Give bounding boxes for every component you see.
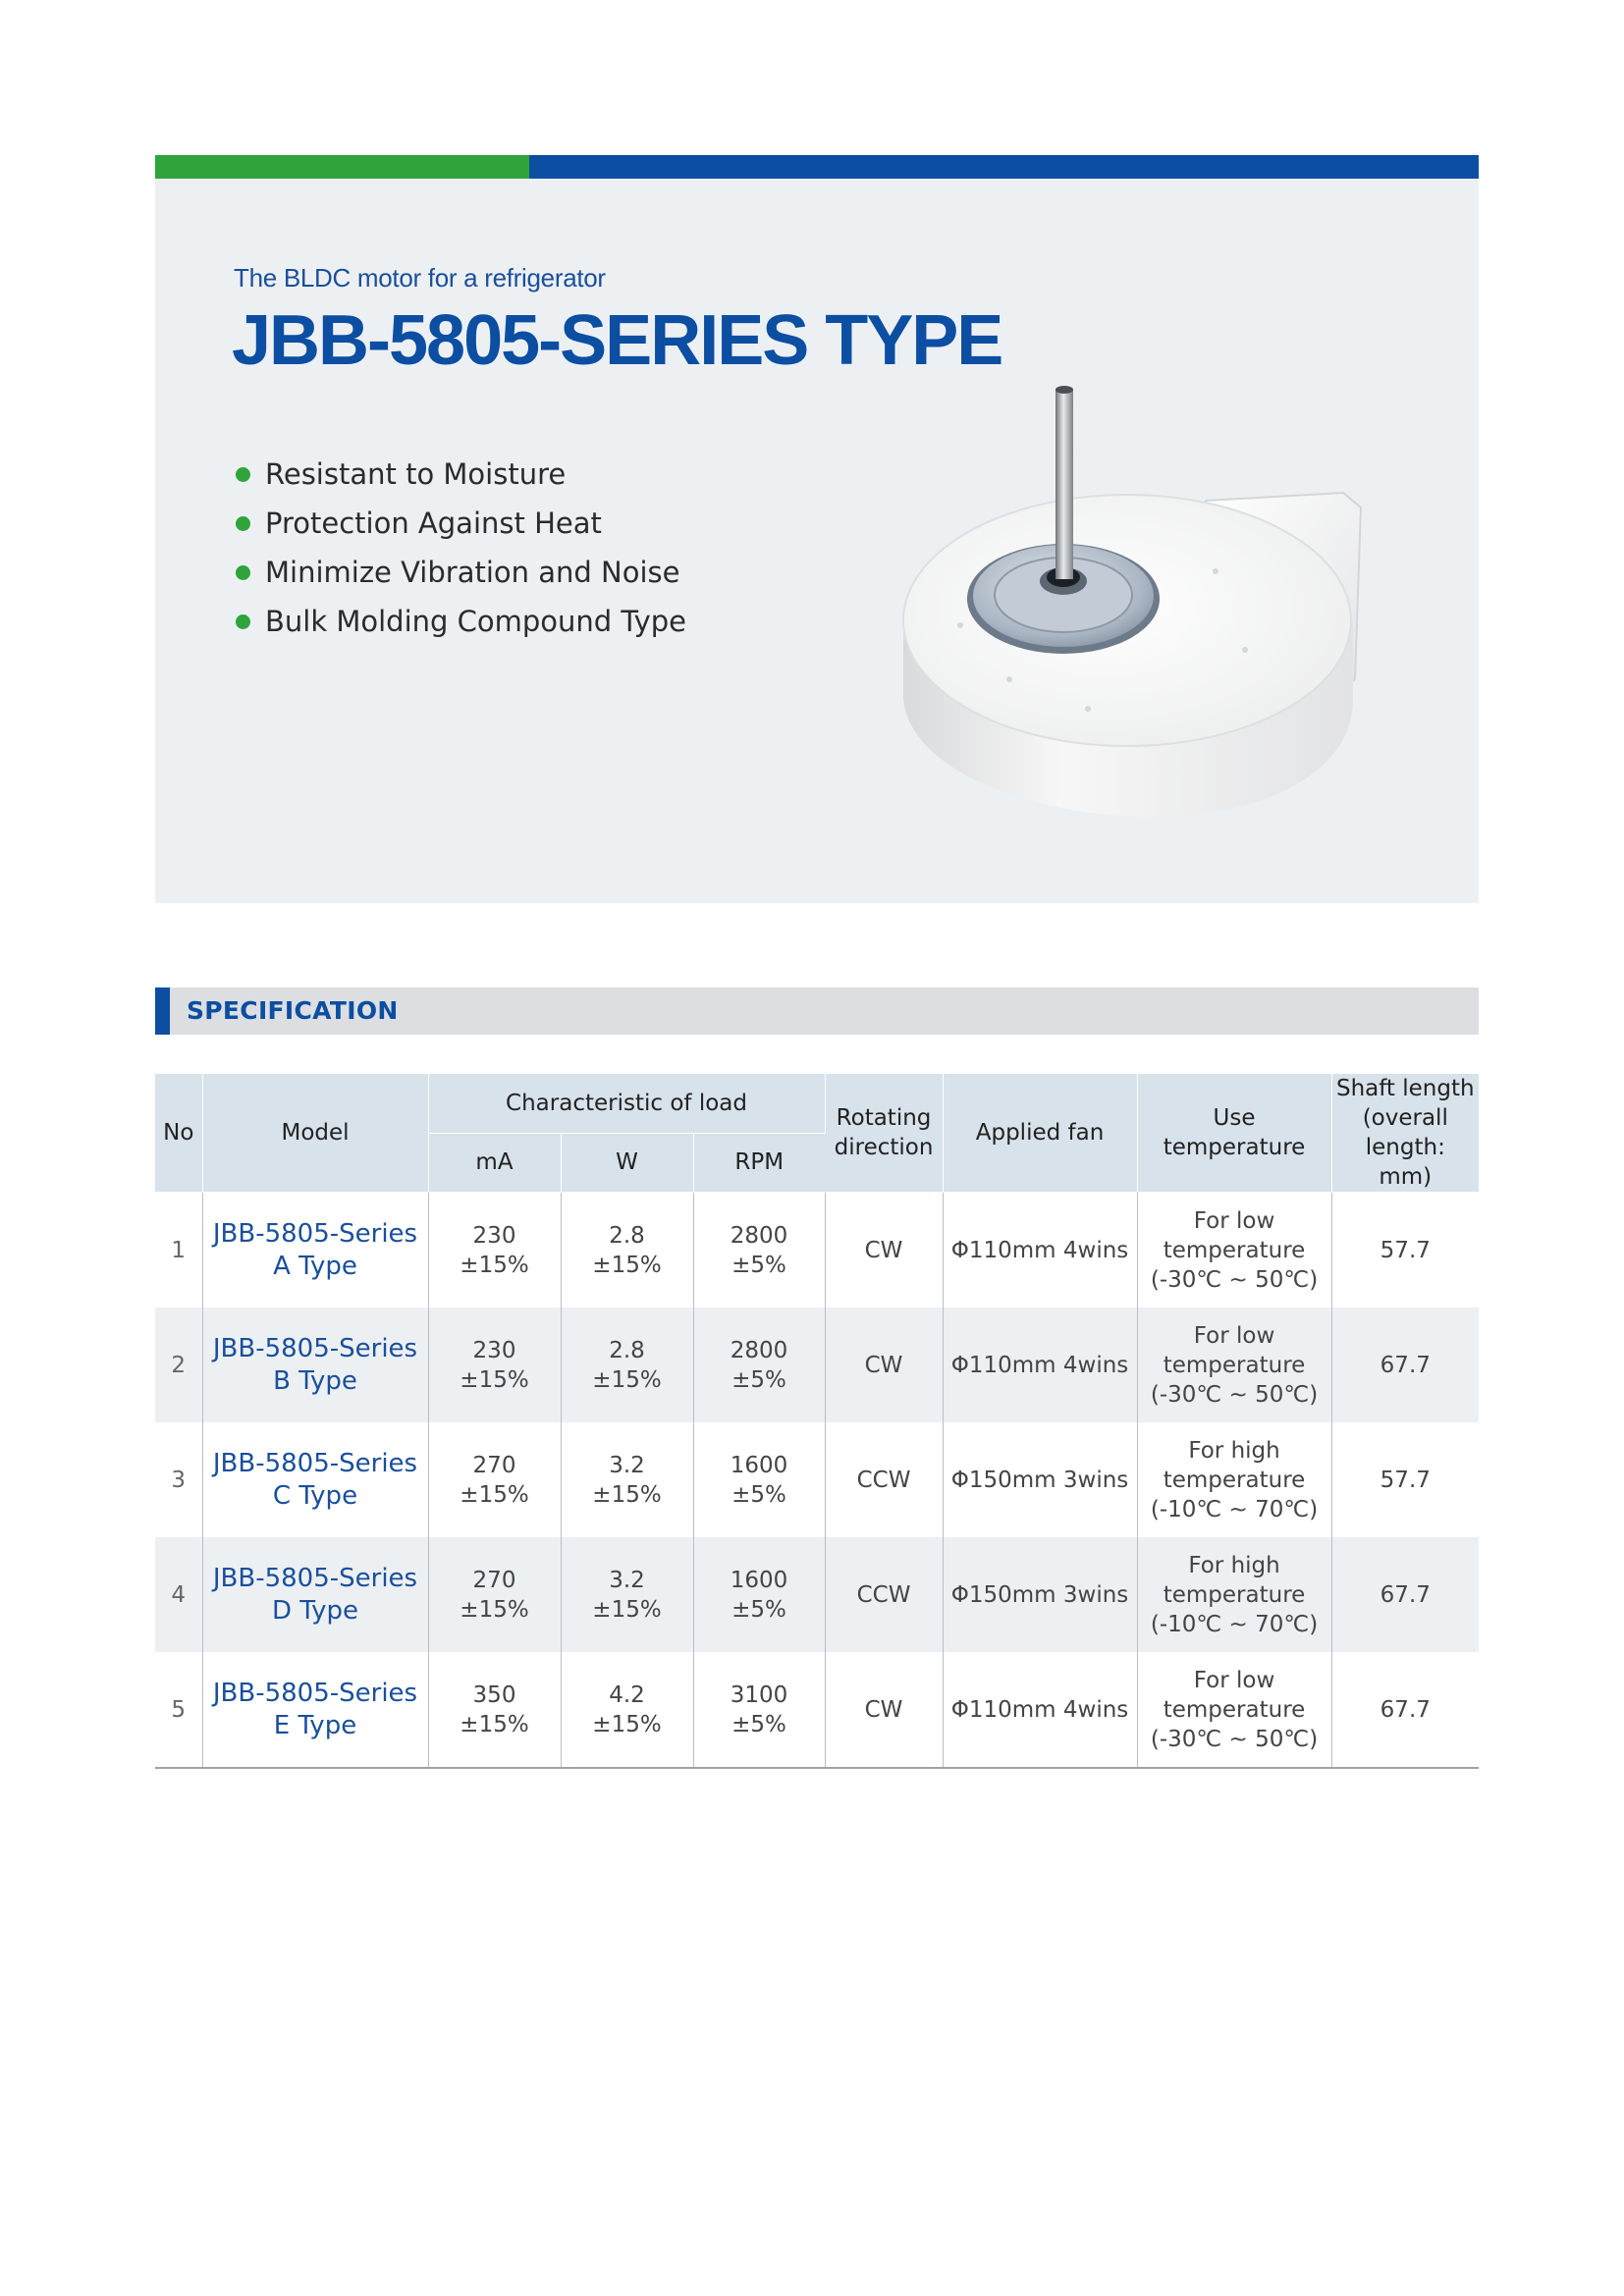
cell-temperature (1137, 1422, 1331, 1537)
header-text: (overall (1362, 1105, 1448, 1131)
cell-model (202, 1537, 428, 1652)
header-use-temperature: Use temperature (1137, 1074, 1331, 1193)
temp-range: (-30℃ ~ 50℃) (1150, 1266, 1319, 1293)
cell-shaft: 67.7 (1331, 1308, 1479, 1422)
table-row (155, 1652, 1479, 1768)
cell-fan: Φ110mm 4wins (943, 1193, 1137, 1308)
feature-item (234, 548, 686, 597)
product-subtitle: The BLDC motor for a refrigerator (234, 263, 606, 293)
cell-rpm (693, 1193, 825, 1308)
cell-shaft: 57.7 (1380, 1467, 1431, 1493)
table-row (155, 1537, 1479, 1652)
value: 2.8 (609, 1337, 645, 1363)
cell-model (202, 1422, 428, 1537)
tolerance: ±5% (731, 1252, 786, 1278)
tolerance: ±15% (460, 1252, 529, 1278)
feature-item (234, 499, 686, 548)
tolerance: ±15% (460, 1596, 529, 1623)
header-text: Rotating (836, 1105, 932, 1131)
temp-line: temperature (1163, 1581, 1306, 1608)
cell-no: 3 (155, 1422, 202, 1537)
cell-rpm (693, 1537, 825, 1652)
cell-w (561, 1193, 693, 1308)
table-row (155, 1193, 1479, 1308)
cell-model (202, 1308, 428, 1422)
cell-direction: CCW (825, 1422, 943, 1537)
cell-shaft: 67.7 (1331, 1537, 1479, 1652)
cell-w (561, 1422, 693, 1537)
model-type: A Type (273, 1251, 357, 1281)
feature-label: Protection Against Heat (265, 507, 602, 540)
specification-heading-bar (155, 988, 1479, 1035)
header-shaft-length (1331, 1074, 1479, 1193)
cell-model (202, 1193, 428, 1308)
temp-range: (-30℃ ~ 50℃) (1150, 1381, 1319, 1408)
temp-line: temperature (1163, 1467, 1306, 1493)
tolerance: ±15% (460, 1711, 529, 1737)
temp-line: For low (1193, 1322, 1275, 1349)
cell-no: 1 (155, 1193, 202, 1308)
hero-panel (155, 179, 1479, 903)
tolerance: ±15% (460, 1366, 529, 1393)
table-row (155, 1308, 1479, 1422)
tolerance: ±15% (592, 1711, 662, 1737)
model-type: B Type (273, 1365, 357, 1396)
cell-no: 2 (155, 1308, 202, 1422)
value: 230 (472, 1337, 516, 1363)
value: 270 (472, 1452, 516, 1478)
bullet-dot-icon (236, 614, 250, 629)
cell-model (202, 1652, 428, 1768)
header-model: Model (202, 1074, 428, 1193)
motor-product-image (892, 385, 1412, 817)
value: 2.8 (609, 1222, 645, 1249)
value: 4.2 (609, 1682, 645, 1708)
cell-rpm (693, 1422, 825, 1537)
cell-fan: Φ150mm 3wins (943, 1537, 1137, 1652)
cell-rpm (693, 1652, 825, 1768)
value: 230 (472, 1222, 516, 1249)
temp-line: For high (1188, 1552, 1280, 1578)
tolerance: ±5% (731, 1366, 786, 1393)
header-load-group: Characteristic of load (428, 1074, 825, 1133)
cell-direction: CW (825, 1308, 943, 1422)
tolerance: ±5% (731, 1711, 786, 1737)
model-name: JBB-5805-Series (212, 1333, 418, 1363)
cell-no: 5 (155, 1652, 202, 1768)
cell-ma (428, 1652, 561, 1768)
model-type: E Type (273, 1710, 357, 1740)
cell-w (561, 1652, 693, 1768)
specification-heading: SPECIFICATION (187, 996, 399, 1025)
header-applied-fan: Applied fan (943, 1074, 1137, 1193)
cell-shaft: 67.7 (1331, 1652, 1479, 1768)
product-title: JBB-5805-SERIES TYPE (232, 301, 1002, 380)
value: 270 (472, 1567, 516, 1593)
header-rpm: RPM (693, 1133, 825, 1192)
cell-fan: Φ150mm 3wins (943, 1422, 1137, 1537)
temp-line: temperature (1163, 1696, 1306, 1723)
cell-direction: CCW (825, 1537, 943, 1652)
temp-line: temperature (1163, 1352, 1306, 1378)
heading-marker (155, 988, 170, 1035)
bullet-dot-icon (236, 516, 250, 531)
cell-ma (428, 1193, 561, 1308)
tolerance: ±5% (731, 1481, 786, 1508)
cell-shaft: 57.7 (1380, 1237, 1431, 1263)
value: 2800 (730, 1222, 788, 1249)
accent-bar-green (155, 155, 529, 179)
model-type: C Type (272, 1480, 358, 1511)
model-name: JBB-5805-Series (212, 1563, 418, 1593)
top-accent-bar (155, 155, 1479, 179)
value: 3.2 (609, 1567, 645, 1593)
value: 1600 (730, 1452, 788, 1478)
specification-table (155, 1074, 1479, 1769)
cell-w (561, 1308, 693, 1422)
tolerance: ±15% (460, 1481, 529, 1508)
value: 2800 (730, 1337, 788, 1363)
temp-line: For low (1193, 1207, 1275, 1234)
temp-range: (-30℃ ~ 50℃) (1150, 1726, 1319, 1752)
cell-temperature (1137, 1308, 1331, 1422)
accent-bar-blue (529, 155, 1479, 179)
cell-fan: Φ110mm 4wins (943, 1308, 1137, 1422)
model-type: D Type (271, 1595, 358, 1626)
temp-range: (-10℃ ~ 70℃) (1150, 1496, 1319, 1522)
value: 3.2 (609, 1452, 645, 1478)
header-no: No (155, 1074, 202, 1193)
model-name: JBB-5805-Series (212, 1448, 418, 1478)
temp-line: temperature (1163, 1237, 1306, 1263)
value: 3100 (730, 1682, 788, 1708)
cell-direction: CW (825, 1193, 943, 1308)
header-text: Shaft length (1335, 1076, 1475, 1101)
cell-rpm (693, 1308, 825, 1422)
cell-fan: Φ110mm 4wins (943, 1652, 1137, 1768)
temp-range: (-10℃ ~ 70℃) (1150, 1611, 1319, 1637)
cell-no: 4 (155, 1537, 202, 1652)
cell-w (561, 1537, 693, 1652)
tolerance: ±15% (592, 1366, 662, 1393)
cell-temperature (1137, 1537, 1331, 1652)
tolerance: ±15% (592, 1252, 662, 1278)
cell-temperature (1137, 1193, 1331, 1308)
cell-ma (428, 1308, 561, 1422)
tolerance: ±15% (592, 1596, 662, 1623)
feature-label: Bulk Molding Compound Type (265, 605, 687, 638)
feature-item (234, 450, 686, 499)
feature-label: Resistant to Moisture (265, 457, 567, 491)
feature-item (234, 597, 686, 646)
cell-temperature (1137, 1652, 1331, 1768)
tolerance: ±5% (731, 1596, 786, 1623)
cell-direction: CW (825, 1652, 943, 1768)
tolerance: ±15% (592, 1481, 662, 1508)
header-text: length: mm) (1365, 1135, 1445, 1190)
header-text: direction (834, 1135, 934, 1160)
model-name: JBB-5805-Series (212, 1678, 418, 1708)
table-row (155, 1422, 1479, 1537)
model-name: JBB-5805-Series (212, 1218, 418, 1249)
cell-ma (428, 1537, 561, 1652)
header-ma: mA (428, 1133, 561, 1192)
feature-label: Minimize Vibration and Noise (265, 556, 680, 589)
value: 1600 (730, 1567, 788, 1593)
bullet-dot-icon (236, 565, 250, 580)
cell-ma (428, 1422, 561, 1537)
temp-line: For low (1193, 1667, 1275, 1693)
feature-list (234, 450, 686, 646)
bullet-dot-icon (236, 467, 250, 482)
value: 350 (472, 1682, 516, 1708)
header-w: W (561, 1133, 693, 1192)
header-rotating-direction (825, 1074, 943, 1193)
temp-line: For high (1188, 1437, 1280, 1464)
